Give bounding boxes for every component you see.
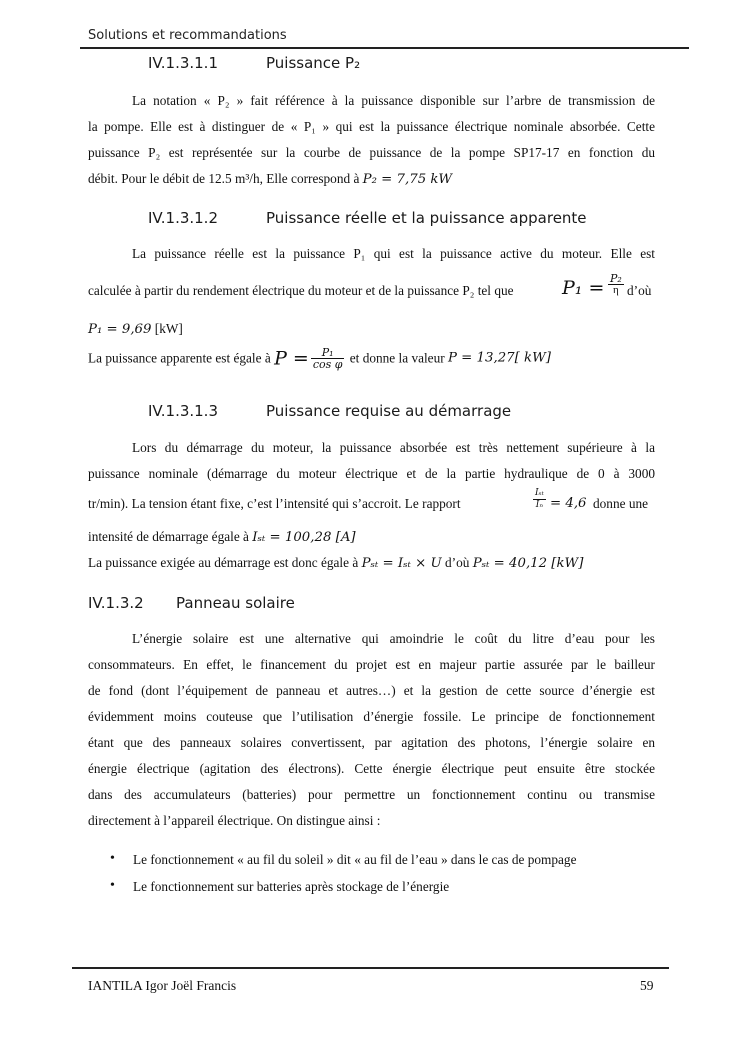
paragraph-line [88, 171, 655, 188]
formula: = 4,6 [550, 496, 587, 511]
paragraph-line-formula [88, 347, 655, 377]
section-heading-p2 [148, 54, 360, 72]
formula: Pₛₜ = Iₛₜ × U [361, 556, 442, 571]
section-heading-startup [148, 402, 511, 420]
footer-author: IANTILA Igor Joël Francis [88, 978, 237, 993]
page-number: 59 [640, 978, 654, 993]
section-number: IV.1.3.1.3 [148, 402, 218, 420]
paragraph-line [88, 555, 655, 572]
paragraph-line: puissance nominale (démarrage du moteur électrique et de la partie hydraulique de 0 à 3000 [88, 466, 655, 481]
footer-rule [72, 967, 669, 969]
paragraph-line: dans des accumulateurs (batteries) pour permettre un fonctionnement continu ou transmise [88, 787, 655, 802]
text: calculée à partir du rendement électrique du moteur et de la puissance P₂ tel que [88, 283, 514, 298]
section-number: IV.1.3.1.2 [148, 209, 218, 227]
text: d’où [627, 283, 652, 298]
denominator: η [613, 284, 619, 296]
formula: Pₛₜ = 40,12 [kW] [472, 556, 584, 571]
formula: Iₛₜ = 100,28 [A] [252, 530, 356, 545]
section-number: IV.1.3.1.1 [148, 54, 218, 72]
text: La puissance exigée au démarrage est donc égale à [88, 555, 362, 570]
formula: P₁ = [562, 277, 605, 299]
section-number: IV.1.3.2 [88, 594, 144, 612]
fraction [608, 273, 624, 296]
section-heading-solar-panel [88, 594, 295, 612]
paragraph-line: directement à l’appareil électrique. On distingue ainsi : [88, 813, 381, 828]
text: tr/min). La tension étant fixe, c’est l’intensité qui s’accroit. Le rapport [88, 496, 461, 511]
paragraph-line [88, 529, 655, 546]
bullet-icon: • [110, 878, 115, 893]
bullet-icon: • [110, 851, 115, 866]
text: d’où [441, 555, 473, 570]
list-item: Le fonctionnement sur batteries après stockage de l’énergie [133, 879, 450, 894]
formula: P₂ = 7,75 kW [362, 172, 453, 187]
section-title: Panneau solaire [176, 594, 295, 612]
section-title: Puissance réelle et la puissance apparente [266, 209, 587, 227]
text: [kW] [151, 321, 183, 336]
paragraph-line: de fond (dont l’équipement de panneau et autres…) et la gestion de cette source d’énergie est [88, 683, 655, 698]
numerator: Iₛₜ [535, 488, 544, 498]
paragraph-line: puissance P₂ est représentée sur la courbe de puissance de la pompe SP17-17 en fonction du [88, 145, 655, 160]
fraction [533, 488, 546, 511]
paragraph-line: consommateurs. En effet, le financement du projet est en majeur partie assurée par le bailleur [88, 657, 655, 672]
paragraph-line-formula [88, 274, 655, 308]
paragraph-line: L’énergie solaire est une alternative qui amoindrie le coût du litre d’eau pour les [132, 631, 655, 646]
header-rule [80, 47, 689, 49]
formula: P = [274, 347, 309, 370]
text: intensité de démarrage égale à [88, 529, 253, 544]
section-title: Puissance requise au démarrage [266, 402, 512, 420]
section-title: Puissance P₂ [266, 54, 361, 72]
denominator: cos φ [312, 358, 343, 371]
paragraph-line [88, 321, 655, 338]
formula: P₁ = 9,69 [88, 322, 152, 337]
text: La puissance apparente est égale à [88, 350, 275, 366]
numerator: P₁ [311, 347, 345, 359]
paragraph-line: La puissance réelle est la puissance P₁ qui est la puissance active du moteur. Elle est [132, 246, 655, 261]
denominator: Iₙ [535, 500, 543, 510]
fraction [311, 347, 345, 370]
paragraph-line: Lors du démarrage du moteur, la puissance absorbée est très nettement supérieure à la [132, 440, 655, 455]
paragraph-line: La notation « P₂ » fait référence à la puissance disponible sur l’arbre de transmission de [132, 93, 655, 108]
section-heading-real-power [148, 209, 587, 227]
paragraph-line: énergie électrique (agitation des électrons). Cette énergie électrique peut ensuite être stockée [88, 761, 655, 776]
numerator: P₂ [610, 272, 622, 285]
formula: P = 13,27[ kW] [448, 350, 551, 366]
paragraph-line: évidemment moins couteuse que l’utilisation d’énergie fossile. Le principe de fonctionnement [88, 709, 655, 724]
text: et donne la valeur [346, 350, 448, 366]
text: débit. Pour le débit de 12.5 m³/h, Elle correspond à [88, 171, 363, 186]
running-header: Solutions et recommandations [88, 28, 287, 43]
paragraph-line: étant que des panneaux solaires convertissent, par agitation des photons, l’énergie solaire en [88, 735, 655, 750]
text: donne une [593, 496, 649, 511]
list-item: Le fonctionnement « au fil du soleil » dit « au fil de l’eau » dans le cas de pompage [133, 852, 577, 867]
paragraph-line: la pompe. Elle est à distinguer de « P₁ » qui est la puissance électrique nominale absorbée. Cette [88, 119, 655, 134]
paragraph-line-formula [88, 488, 655, 520]
